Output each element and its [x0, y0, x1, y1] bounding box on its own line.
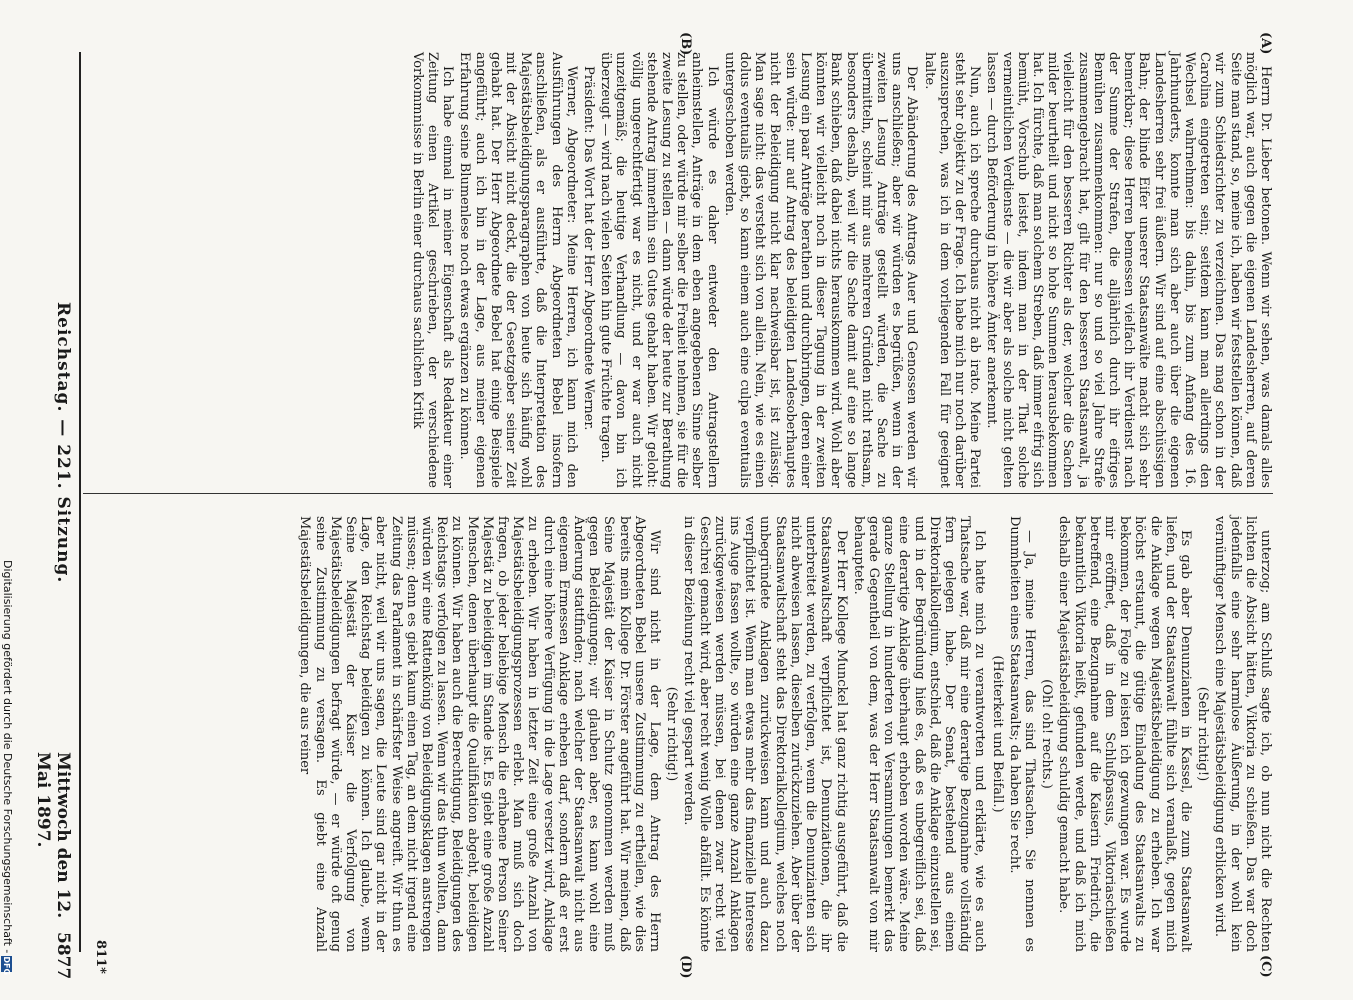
- right-column: [83, 516, 1273, 952]
- paragraph: Ich habe einmal in meiner Eigenschaft als Redakteur einer Zeitung einen Artikel geschrieben, der verschiedene Vorkommnisse in Berlin einer durchaus sachlichen Kritik: [409, 52, 456, 488]
- column-divider: [83, 493, 1273, 494]
- page-number: 5877: [53, 932, 73, 980]
- page-header: [33, 52, 73, 980]
- paragraph: Der Herr Kollege Munckel hat ganz richtig ausgeführt, daß die Staatsanwaltschaft verpflichtet ist, Denunziationen, die ihr unterbreitet werden, zu verfolgen, wenn die Denunzianten sich nicht abweisen lassen, dieselben zurückzuziehen. Aber über der Staatsanwaltschaft steht das Direktorialkollegium, welches noch unbegründete Anklagen zurückweisen kann und auch dazu verpflichtet ist. Wenn man etwas mehr das finanzielle Interesse ins Auge fassen wollte, so würden eine ganze Anzahl Anklagen zurückgewiesen werden müssen, bei denen zwar recht viel Geschrei gemacht wird, aber recht wenig Wolle abfällt. Es könnte in dieser Beziehung recht viel gespart werden.: [681, 516, 849, 952]
- interjection: (Oh! oh! rechts.): [1039, 679, 1055, 789]
- paragraph: Der Abänderung des Antrags Auer und Genossen werden wir uns anschließen; aber wir würden es begrüßen, wenn in der zweiten Lesung Anträge gestellt würden, die Sache zu übermitteln, scheint mir aus mehreren Gründen nicht rathsam, besonders deshalb, weil wir die Sache damit auf eine so lange Bank schieben, daß dabei nichts herauskommen wird. Wohl aber könnten wir vielleicht noch in dieser Tagung in der zweiten Lesung ein paar Anträge berathen und durchbringen, deren einer sein würde: nur auf Antrag des beleidigten Landesoberhauptes nicht der Beleidigung nicht klar nachweisbar ist, ist zulässig. Man sage nicht: das versteht sich von allein. Nein, wie es einen dolus eventualis giebt, so kann einem auch eine culpa eventualis untergeschoben werden.: [721, 52, 920, 488]
- interjection: (Heiterkeit und Beifall.): [989, 655, 1005, 813]
- paragraph: Es gab aber Denunzianten in Kassel, die zum Staatsanwalt liefen, und der Staatsanwalt fühlte sich veranlaßt, gegen mich die Anklage wegen Majestätsbeleidigung zu erheben. Ich war höchst erstaunt, die gütige Einladung des Staatsanwalts zu bekommen, der Folge zu leisten ich gezwungen war. Es wurde mir eröffnet, daß in dem Schlußpassus, Viktoriaschießen betreffend, eine Bezugnahme auf die Kaiserin Friedrich, die bekanntlich Viktoria heißt, gefunden werde, und daß ich mich deshalb einer Majestätsbeleidigung schuldig gemacht habe.: [1056, 516, 1193, 952]
- paragraph: Ich würde es daher entweder den Antragstellern anheimstellen, Anträge in dem eben angegebenen Sinne selber zu stellen, oder würde mir selber die Freiheit nehmen, sie für die zweite Lesung zu stellen — dann würde der heute zur Berathung stehende Antrag immerhin sein Gutes gehabt haben. Wir geloht: völlig ungerechtfertigt war es nicht, und er war auch nicht unzeitgemäß; die heutige Verhandlung — davon bin ich überzeugt — wird nach vielen Seiten hin gute Früchte tragen.: [598, 52, 720, 488]
- margin-marker-b: (B): [678, 32, 693, 56]
- paragraph: — Ja, meine Herren, das sind Thatsachen. Sie nennen es Dummheiten eines Staatsanwalts; da haben Sie recht.: [1006, 516, 1037, 952]
- paragraph: Wir sind nicht in der Lage, dem Antrag des Herrn Abgeordneten Bebel unsere Zustimmung zu ertheilen, wie dies bereits mein Kollege Dr. Förster angeführt hat. Wir meinen, daß Seine Majestät der Kaiser in Schutz genommen werden muß gegen Beleidigungen; wir glauben aber, es kann wohl eine Änderung stattfinden; nach welcher der Staatsanwalt nicht aus eigenem Ermessen Anklage erheben darf, sondern daß er erst durch eine höhere Verfügung in die Lage versetzt wird, Anklage zu erheben. Wir haben in letzter Zeit eine große Anzahl von Majestätsbeleidigungsprozessen erlebt. Man muß sich doch fragen, ob jeder beliebige Mensch die erhabene Person Seiner Majestät zu beleidigen im Stande ist. Es giebt eine große Anzahl Menschen, denen überhaupt die Qualifikation abgeht, beleidigen zu können. Wir haben auch die Berechtigung, Beleidigungen des Reichstags verfolgen zu lassen. Wenn wir das thun wollten, dann würden wir eine Rattenkönig von Beleidigungsklagen anstrengen müssen; denn es giebt kaum einen Tag, an dem nicht irgend eine Zeitung das Parlament in schärfster Weise angreift. Wir thun es aber nicht, weil wir uns sagen, die Leute sind gar nicht in der Lage, den Reichstag beleidigen zu können. Ich glaube, wenn Seine Majestät der Kaiser die Verfolgung von Majestätsbeleidigungen befragt würde, — er würde oft genug seine Zustimmung zu versagen. Es giebt eine Anzahl Majestätsbeleidigungen, die aus reiner: [297, 516, 663, 952]
- header-rule: [79, 52, 81, 952]
- dfg-logo-icon: DFG: [2, 956, 11, 976]
- paragraph: Ich hatte mich zu verantworten und erklärte, wie es auch Thatsache war, daß mir eine derartige Bezugnahme vollständig fern gelegen habe. Der Senat, bestehend aus einem Direktorialkollegium, entschied, daß die Anklage einzustellen sei, und in der Begründung hieß es, daß es unbegreiflich sei, daß eine derartige Anklage überhaupt erhoben worden wäre. Meine ganze Stellung in hunderten von Versammlungen bemerkt das gerade Gegentheil von dem, was der Herr Staatsanwalt von mir behauptete.: [850, 516, 988, 952]
- left-column: [83, 52, 1273, 488]
- paragraph: Herrn Dr. Lieber betonen. Wenn wir sehen, was damals alles möglich war, auch gegen die eigenen Landesherren, auf deren Seite man stand, so, meine ich, haben wir feststellen können, daß wir zum Schiedsrichter zu verzeichnen. Das mag schon in der Carolina eingetreten sein; seitdem kann man allerdings den Wechsel wahrnehmen: bis dahin, bis zum Anfang des 16. Jahrhunderts, konnte man sich aber auch über die eigenen Landesherren sehr frei äußern. Wir sind auf eine abschüssigen Bahn; der blinde Eifer unserer Staatsanwälte macht sich sehr bemerkbar; diese Herren bemessen vielfach ihr Verdienst nach der Summe der Strafen, die alljährlich durch ihr eifriges Bemühen zusammenkommen: nur so und so viel Jahre Strafe zusammengebracht hat, gilt für den besseren Staatsanwalt, ja vielleicht für den besseren Richter als der, welcher die Sachen milder beurtheilt und nicht so hohe Summen herausbekommen hat. Ich fürchte, daß man solchem Streben, daß immer eifrig sich bemüht, Vorschub leistet, indem man in der That solche vermeintlichen Verdienste — die wir aber als solche nicht gelten lassen — durch Beförderung in höhere Ämter anerkennt.: [984, 52, 1273, 488]
- paragraph: Nun, auch ich spreche durchaus nicht ab irato. Meine Partei steht sehr objektiv zu der Frage. Ich habe mich nur noch darüber auszusprechen, was ich in dem vorliegenden Fall für geeignet halte.: [921, 52, 983, 488]
- paragraph-president: Präsident: Das Wort hat der Herr Abgeordnete Werner.: [581, 66, 597, 431]
- interjection: (Sehr richtig!): [1195, 686, 1211, 782]
- header-session: Reichstag. — 221. Sitzung.: [53, 302, 73, 584]
- interjection: (Sehr richtig!): [664, 686, 680, 782]
- margin-marker-d: (D): [678, 955, 693, 979]
- digitization-credit-text: Digitalisierung gefördert durch die Deutsche Forschungsgemeinschaft -: [1, 560, 14, 954]
- margin-marker-c: (C): [1258, 955, 1273, 978]
- signature-mark: 811*: [93, 940, 108, 974]
- header-date: Mittwoch den 12. Mai 1897.: [33, 752, 73, 919]
- paragraph: Werner, Abgeordneter: Meine Herren, ich kann mich den Ausführungen des Herrn Abgeordneten Bebel insofern anschließen, als er ausführte, daß die Interpretation des Majestätsbeleidigungsparagraphen von heute sich häufig wohl mit der Absicht nicht deckt, die der Gesetzgeber seiner Zeit gehabt hat. Der Herr Abgeordnete Bebel hat einige Beispiele angeführt; auch ich bin in der Lage, aus meiner eigenen Erfahrung seine Blumenlese noch etwas ergänzen zu können.: [457, 52, 579, 488]
- paragraph: unterzog; am Schluß sagte ich, ob nun nicht die Rechten lichten die Absicht hätten, Viktoria zu schießen. Das war doch jedenfalls eine sehr harmlose Äußerung, in der wohl kein vernünftiger Mensch eine Majestätsbeleidigung erblicken wird.: [1212, 516, 1273, 952]
- margin-marker-a: (A): [1258, 32, 1273, 55]
